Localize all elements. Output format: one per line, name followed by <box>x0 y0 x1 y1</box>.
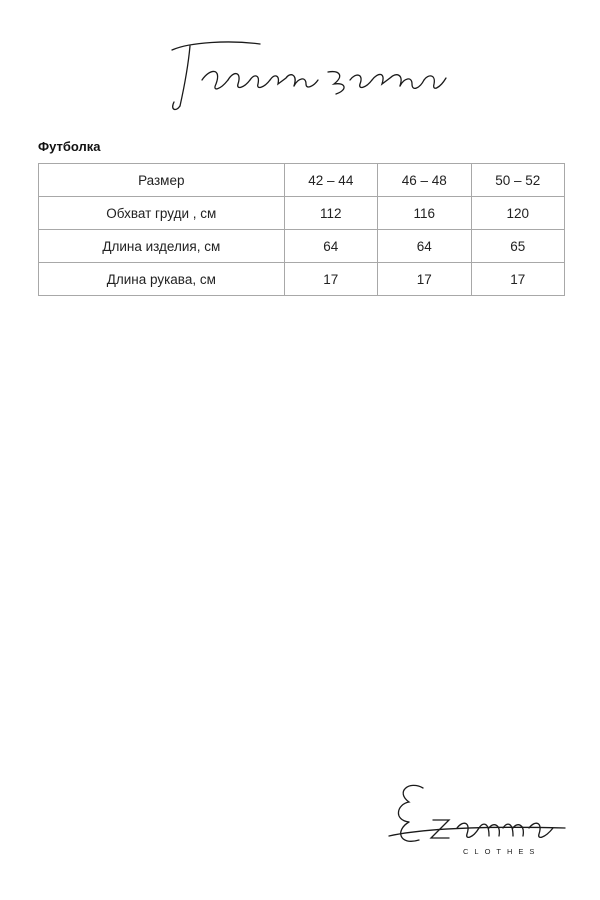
brand-logo-graphic <box>385 770 575 880</box>
table-cell: 17 <box>284 263 377 296</box>
row-label-length: Длина изделия, см <box>39 230 285 263</box>
table-row <box>39 230 565 263</box>
page-title <box>150 28 450 118</box>
row-label-sleeve: Длина рукава, см <box>39 263 285 296</box>
table-cell: 120 <box>471 197 564 230</box>
table-cell: 65 <box>471 230 564 263</box>
table-cell: 116 <box>378 197 471 230</box>
header-cell-size: Размер <box>39 164 285 197</box>
size-table <box>38 163 565 296</box>
brand-tagline: CLOTHES <box>463 847 541 856</box>
header-cell-size-42-44: 42 – 44 <box>284 164 377 197</box>
table-row <box>39 197 565 230</box>
table-cell: 64 <box>284 230 377 263</box>
section-label: Футболка <box>38 139 101 154</box>
header-cell-size-50-52: 50 – 52 <box>471 164 564 197</box>
table-cell: 64 <box>378 230 471 263</box>
table-header-row <box>39 164 565 197</box>
table-cell: 17 <box>471 263 564 296</box>
brand-logo <box>385 770 575 880</box>
row-label-chest: Обхват груди , см <box>39 197 285 230</box>
table-cell: 17 <box>378 263 471 296</box>
table-row <box>39 263 565 296</box>
table-cell: 112 <box>284 197 377 230</box>
header-cell-size-46-48: 46 – 48 <box>378 164 471 197</box>
